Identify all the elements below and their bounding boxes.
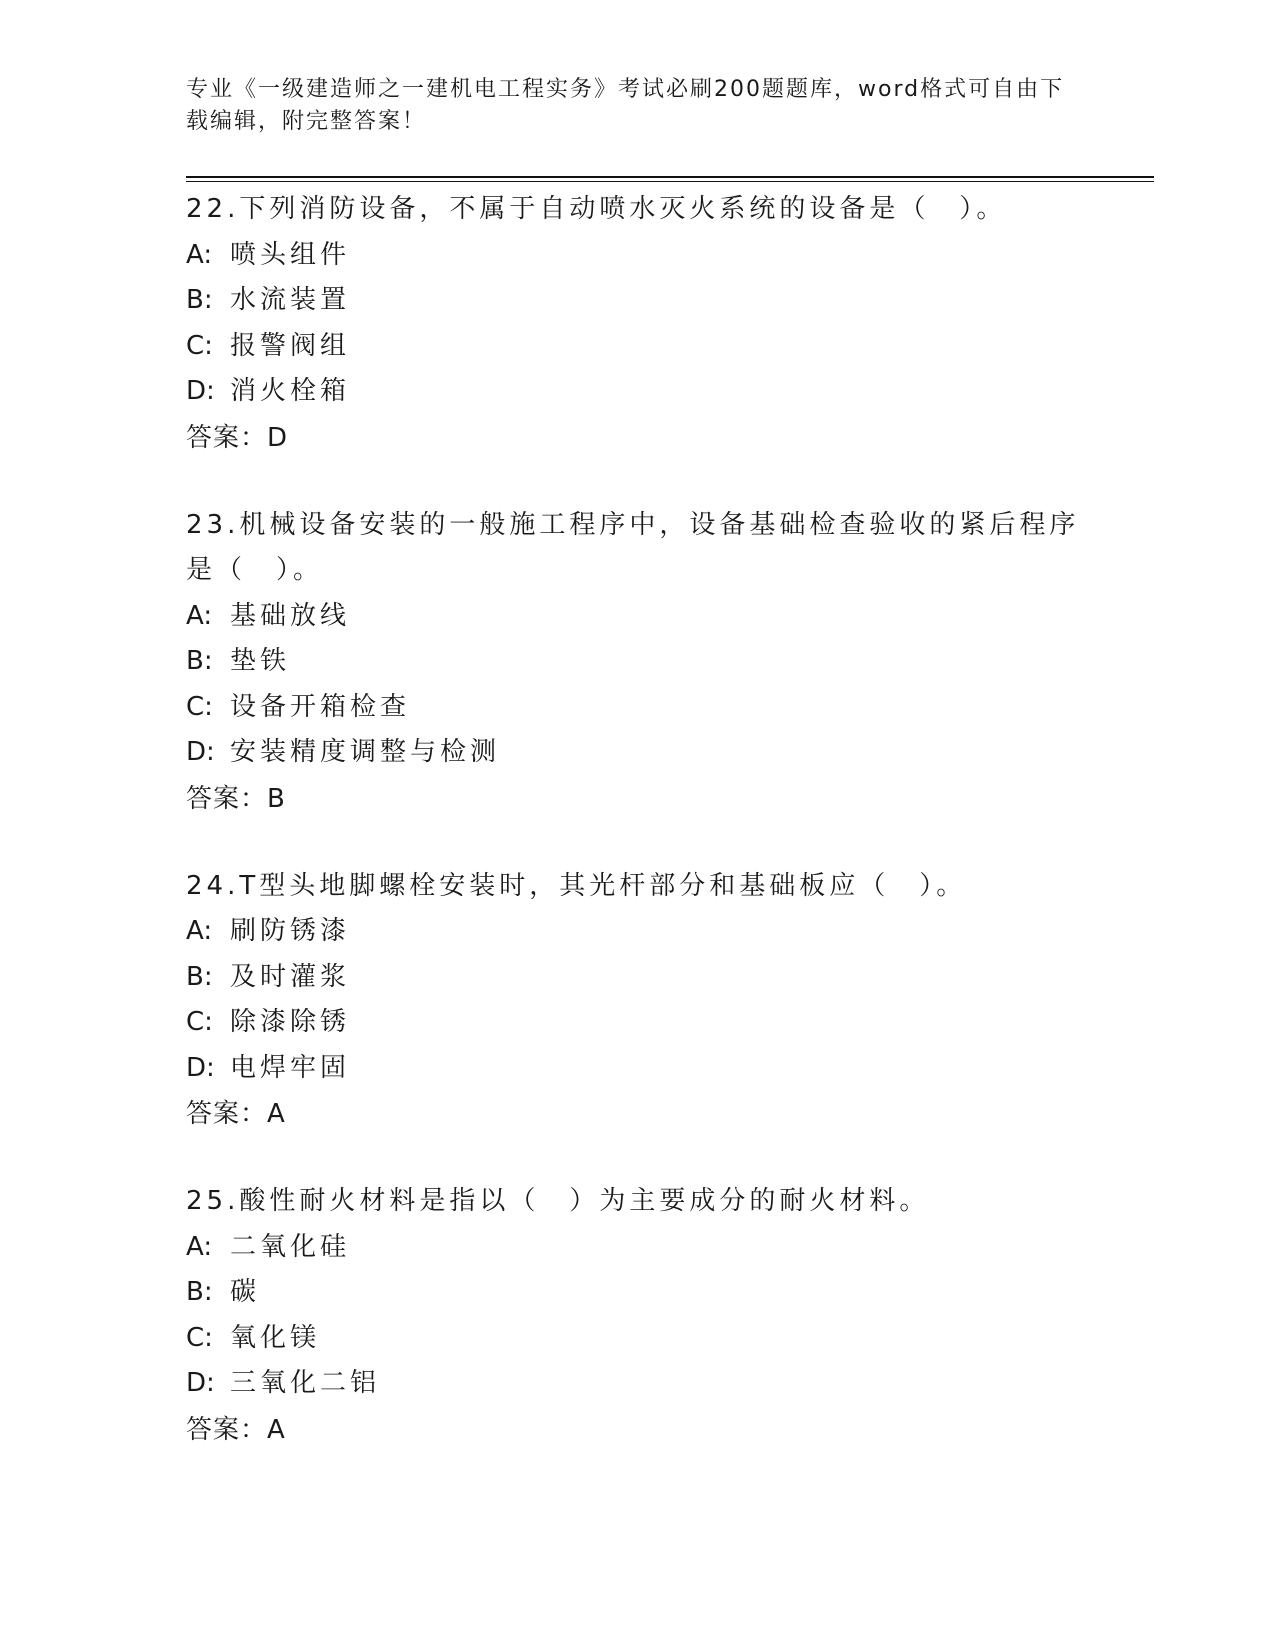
option-letter: A: [186,916,213,946]
question-title: 24.T型头地脚螺栓安装时，其光杆部分和基础板应（ ）。 [186,870,967,901]
question-25 [186,1179,1106,1453]
option-c [186,1316,1106,1362]
option-c [186,324,1106,370]
answer-line: 答案：A [186,1099,286,1129]
option-text: 设备开箱检查 [230,691,411,722]
option-letter: D: [186,737,215,767]
option-text: 水流装置 [230,285,351,315]
option-a [186,909,1106,955]
option-a [186,594,1106,640]
option-letter: C: [186,1007,213,1037]
option-letter: B: [186,1277,213,1307]
option-text: 及时灌浆 [230,961,351,992]
option-b [186,955,1106,1001]
question-title: 22.下列消防设备，不属于自动喷水灭火系统的设备是（ ）。 [186,194,1007,224]
document-header: 专业《一级建造师之一建机电工程实务》考试必刷200题题库，word格式可自由下载编辑，附完整答案！ [186,77,1065,134]
option-letter: B: [186,646,213,676]
answer-line: 答案：B [186,783,286,814]
option-text: 电焊牢固 [230,1052,351,1083]
option-letter: D: [186,376,215,406]
option-text: 除漆除锈 [230,1007,351,1037]
option-text: 碳 [230,1277,261,1307]
option-text: 氧化镁 [230,1322,321,1353]
option-letter: D: [186,1368,215,1398]
option-c [186,685,1106,731]
option-letter: A: [186,600,213,631]
option-text: 垫铁 [230,646,291,676]
option-text: 报警阀组 [230,330,351,361]
answer-line: 答案：D [186,422,289,453]
option-text: 二氧化硅 [230,1231,351,1262]
option-text: 喷头组件 [230,239,351,270]
option-d [186,1046,1106,1092]
option-c [186,1000,1106,1046]
option-text: 消火栓箱 [230,376,351,406]
question-23 [186,503,1106,822]
option-text: 基础放线 [230,600,351,631]
answer-line: 答案：A [186,1414,286,1445]
question-title: 23.机械设备安装的一般施工程序中，设备基础检查验收的紧后程序是（ ）。 [186,509,1080,585]
question-list [186,187,1106,1495]
question-24 [186,864,1106,1138]
option-letter: C: [186,330,213,361]
option-d [186,730,1106,776]
option-b [186,1270,1106,1316]
option-a [186,1225,1106,1271]
option-letter: C: [186,691,213,722]
option-b [186,278,1106,324]
option-letter: D: [186,1052,215,1083]
option-letter: A: [186,239,213,270]
option-letter: C: [186,1322,213,1353]
option-letter: B: [186,285,213,315]
option-letter: B: [186,961,213,992]
option-letter: A: [186,1231,213,1262]
option-b [186,639,1106,685]
option-text: 刷防锈漆 [230,916,351,946]
header-rule-thick [186,176,1154,178]
option-d [186,369,1106,415]
header-rule-thin [186,181,1154,182]
question-22 [186,187,1106,461]
option-text: 安装精度调整与检测 [230,737,501,767]
option-text: 三氧化二铝 [230,1368,381,1398]
option-a [186,233,1106,279]
question-title: 25.酸性耐火材料是指以（ ）为主要成分的耐火材料。 [186,1186,930,1216]
option-d [186,1361,1106,1407]
